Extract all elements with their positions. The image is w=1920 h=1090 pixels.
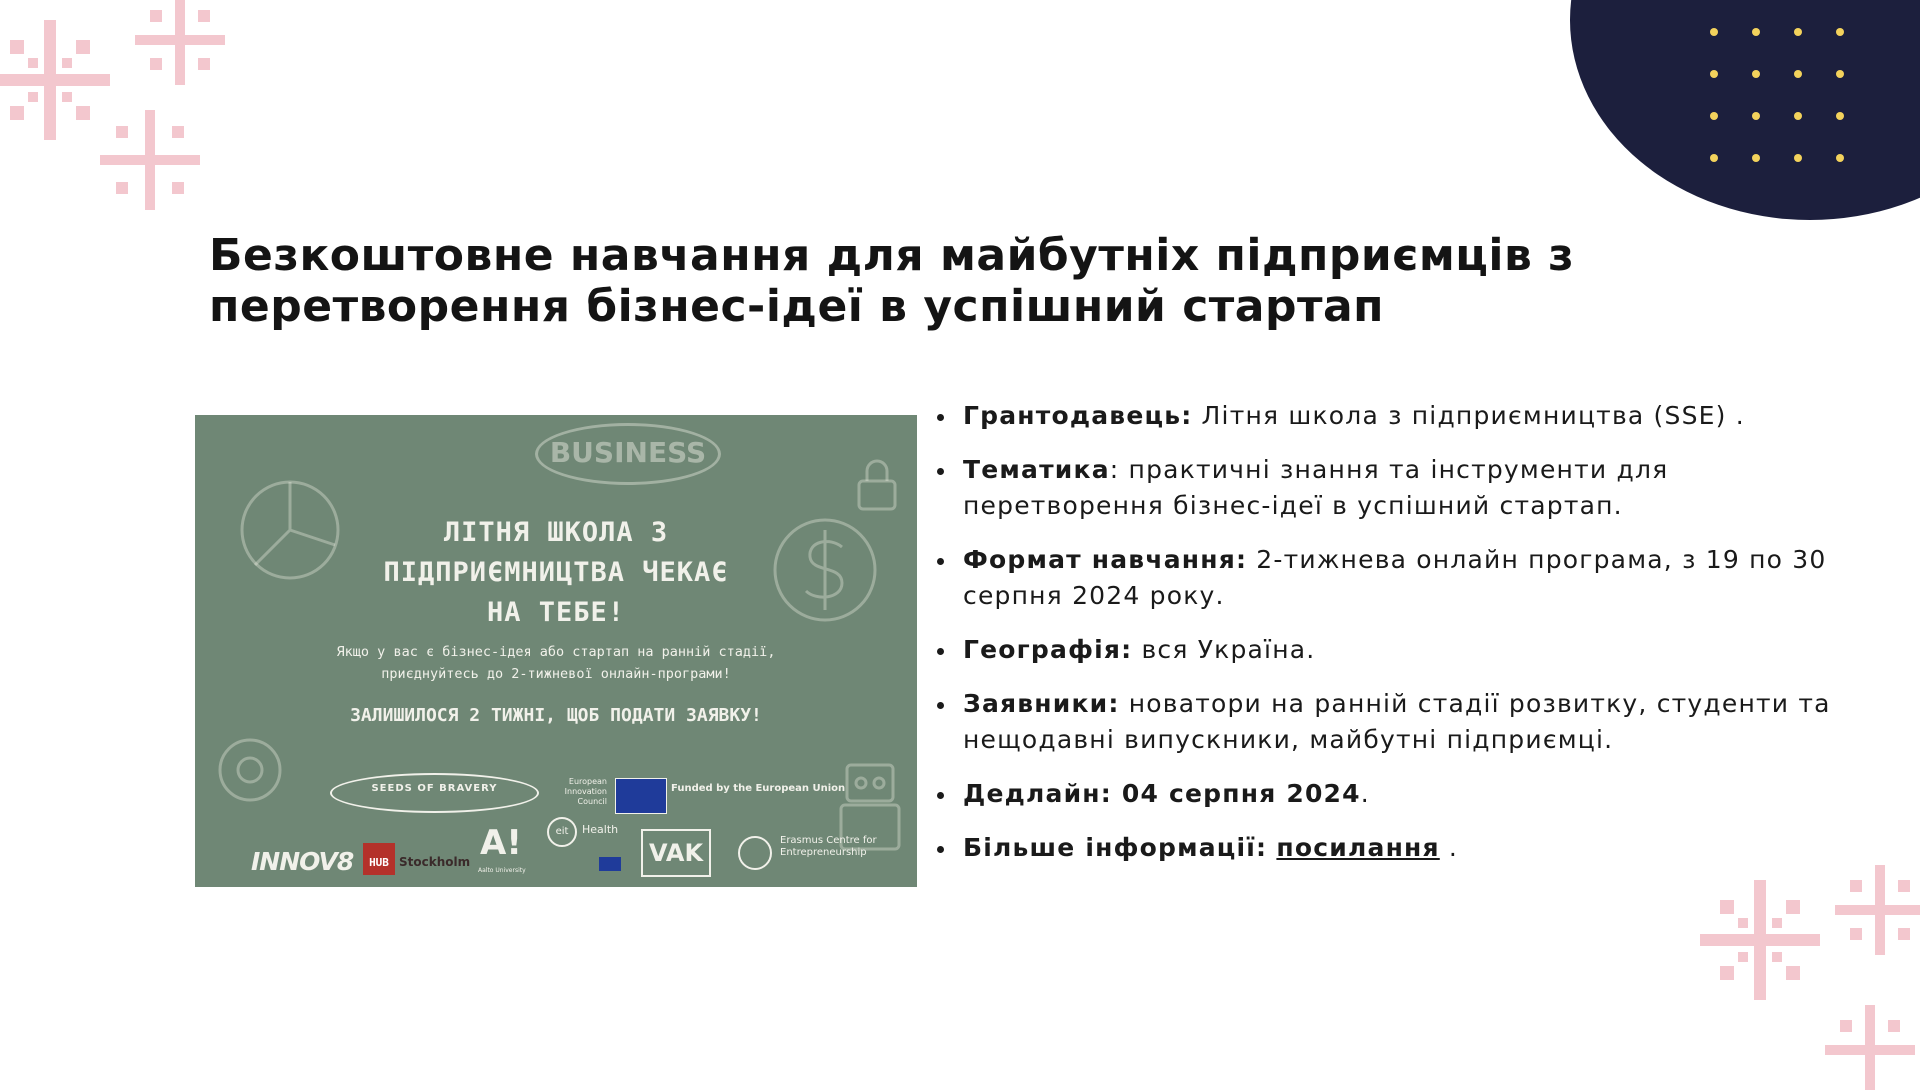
info-label: Тематика bbox=[963, 455, 1110, 484]
poster-image bbox=[195, 415, 917, 887]
business-doodle: BUSINESS bbox=[535, 423, 721, 485]
info-text: 2-тижнева онлайн програма, з 19 по 30 серпня 2024 року. bbox=[963, 545, 1827, 610]
list-item-geography bbox=[935, 632, 1855, 668]
eit-logo: eit bbox=[547, 817, 577, 847]
info-text: . bbox=[1360, 779, 1370, 808]
more-info-link[interactable]: посилання bbox=[1276, 833, 1440, 862]
info-text: вся Україна. bbox=[1132, 635, 1316, 664]
eic-logo: European Innovation Council bbox=[564, 777, 607, 806]
poster-subtext-line: Якщо у вас є бізнес-ідея або стартап на ранній стадії, bbox=[336, 644, 776, 660]
info-label: Заявники: bbox=[963, 689, 1120, 718]
poster-cta: ЗАЛИШИЛОСЯ 2 ТИЖНІ, ЩОБ ПОДАТИ ЗАЯВКУ! bbox=[350, 705, 762, 726]
page-title: Безкоштовне навчання для майбутніх підприємців з перетворення бізнес-ідеї в успішний стартап bbox=[209, 230, 1575, 332]
poster-headline-line: ПІДПРИЄМНИЦТВА ЧЕКАЄ bbox=[383, 557, 729, 588]
info-text: Літня школа з підприємництва (SSE) . bbox=[1192, 401, 1745, 430]
list-item-format bbox=[935, 542, 1855, 614]
info-text: . bbox=[1439, 833, 1459, 862]
list-item-deadline bbox=[935, 776, 1855, 812]
dot-grid-decoration bbox=[1710, 28, 1886, 162]
poster-headline-line: НА ТЕБЕ! bbox=[486, 597, 626, 628]
info-text: : практичні знання та інструменти для перетворення бізнес-ідеї в успішний стартап. bbox=[963, 455, 1669, 520]
info-list bbox=[935, 398, 1855, 884]
poster-headline bbox=[195, 513, 917, 633]
info-label: Формат навчання: bbox=[963, 545, 1248, 574]
poster-subtext-line: приєднуйтесь до 2-тижневої онлайн-програми! bbox=[381, 666, 731, 682]
aalto-logo: A! bbox=[480, 823, 522, 863]
vak-logo: VAK bbox=[641, 829, 711, 877]
list-item-more-info bbox=[935, 830, 1855, 866]
eu-flag-small-icon bbox=[599, 857, 621, 871]
info-label: Географія: bbox=[963, 635, 1133, 664]
erasmus-ring-icon bbox=[735, 833, 775, 873]
eu-flag-icon bbox=[615, 778, 667, 814]
info-label: Дедлайн: 04 серпня 2024 bbox=[963, 779, 1361, 808]
list-item-topic bbox=[935, 452, 1855, 524]
poster-headline-line: ЛІТНЯ ШКОЛА З bbox=[443, 517, 669, 548]
funded-by-eu-logo: Funded by the European Union bbox=[671, 783, 846, 794]
embroidery-ornament-icon bbox=[0, 0, 260, 230]
seeds-of-bravery-logo: SEEDS OF BRAVERY bbox=[330, 773, 539, 813]
aalto-subtitle: Aalto University bbox=[478, 867, 526, 874]
poster-subtext bbox=[195, 641, 917, 685]
gear-doodle-icon bbox=[205, 715, 295, 825]
info-text: новатори на ранній стадії розвитку, студенти та нещодавні випускники, майбутні підприємці. bbox=[963, 689, 1831, 754]
stockholm-logo: Stockholm bbox=[399, 855, 471, 869]
list-item-grantor bbox=[935, 398, 1855, 434]
eit-health-logo: Health bbox=[582, 823, 619, 836]
info-label: Грантодавець: bbox=[963, 401, 1193, 430]
list-item-applicants bbox=[935, 686, 1855, 758]
impact-hub-logo: HUB bbox=[363, 843, 395, 875]
innov8-logo: INNOV8 bbox=[251, 847, 354, 876]
erasmus-logo: Erasmus Centre for Entrepreneurship bbox=[780, 835, 877, 858]
info-label: Більше інформації: bbox=[963, 833, 1268, 862]
embroidery-ornament-icon bbox=[1660, 850, 1920, 1090]
